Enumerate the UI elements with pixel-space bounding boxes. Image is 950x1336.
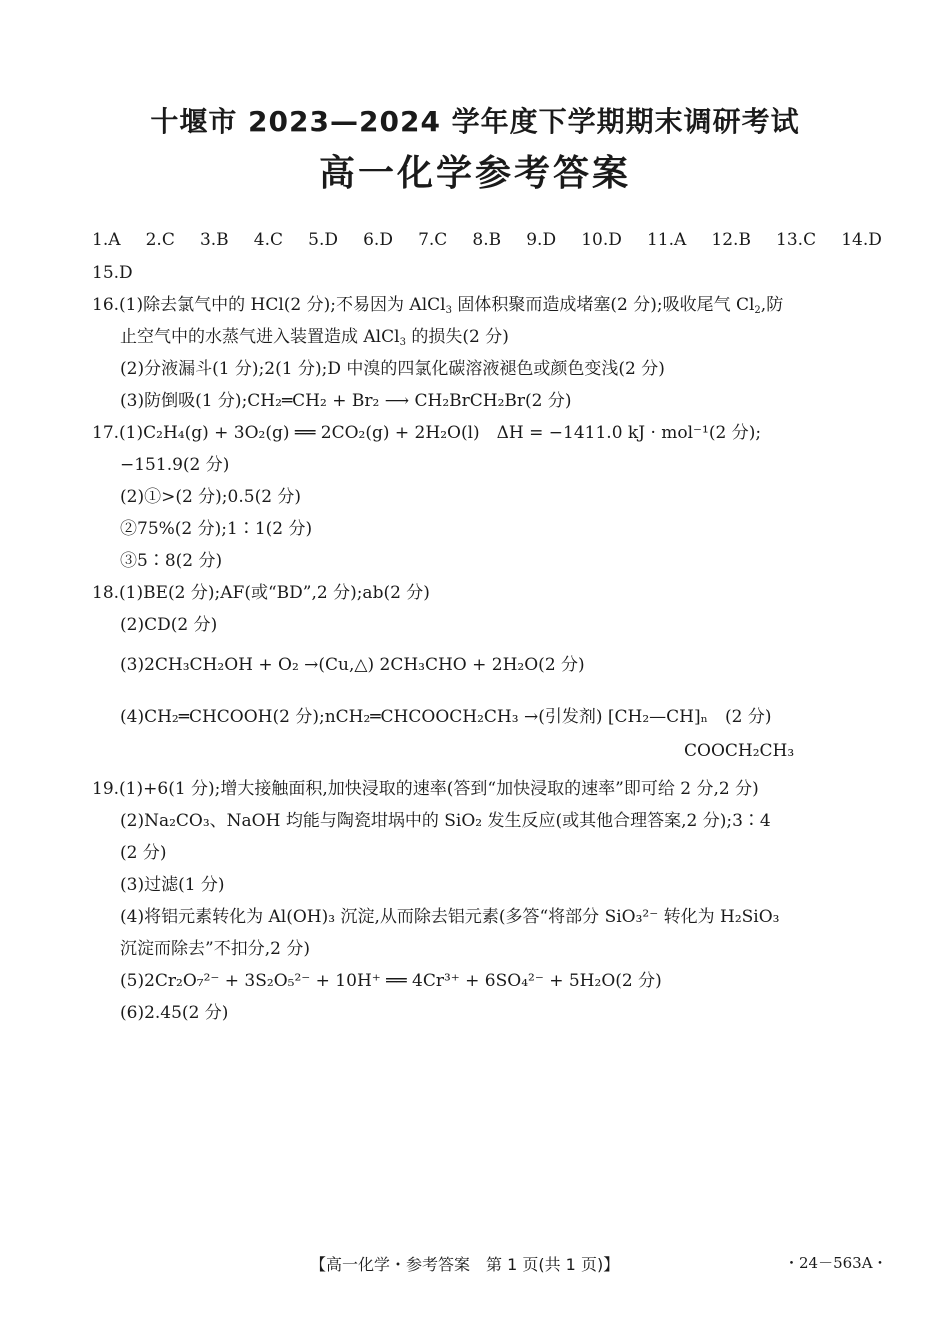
q16-part3: (3)防倒吸(1 分);CH₂═CH₂ + Br₂ ⟶ CH₂BrCH₂Br(2 分) bbox=[120, 391, 572, 411]
mcq-answer: 2.C bbox=[145, 230, 175, 250]
mcq-answer: 14.D bbox=[841, 230, 882, 250]
q19-part5: (5)2Cr₂O₇²⁻ + 3S₂O₅²⁻ + 10H⁺ ══ 4Cr³⁺ + 6SO₄²⁻ + 5H₂O(2 分) bbox=[120, 971, 662, 991]
q19-part4-cont: 沉淀而除去”不扣分,2 分) bbox=[120, 939, 310, 959]
q19-part2-cont: (2 分) bbox=[120, 843, 167, 863]
q18-part1: 18.(1)BE(2 分);AF(或“BD”,2 分);ab(2 分) bbox=[92, 583, 430, 603]
q16-part2: (2)分液漏斗(1 分);2(1 分);D 中溴的四氯化碳溶液褪色或颜色变浅(2 分) bbox=[120, 359, 665, 379]
mcq-answer: 4.C bbox=[253, 230, 284, 250]
mcq-answer: 13.C bbox=[776, 230, 817, 250]
mcq-answer: 1.A bbox=[92, 230, 121, 250]
q17-part2: (2)①>(2 分);0.5(2 分) bbox=[120, 487, 302, 507]
q18-part4: (4)CH₂═CHCOOH(2 分);nCH₂═CHCOOCH₂CH₃ →(引发剂) [CH₂—CH]ₙ (2 分) bbox=[120, 707, 772, 727]
q18-part3: (3)2CH₃CH₂OH + O₂ →(Cu,△) 2CH₃CHO + 2H₂O(2 分) bbox=[120, 655, 585, 675]
q16-part1-line2: 止空气中的水蒸气进入装置造成 AlCl$_3$ 的损失(2 分) bbox=[120, 327, 509, 348]
mcq-answer: 6.D bbox=[363, 230, 393, 250]
q19-part4: (4)将铝元素转化为 Al(OH)₃ 沉淀,从而除去铝元素(多答“将部分 SiO₃²⁻ 转化为 H₂SiO₃ bbox=[120, 907, 780, 927]
q19-part2: (2)Na₂CO₃、NaOH 均能与陶瓷坩埚中的 SiO₂ 发生反应(或其他合理答案,2 分);3∶4 bbox=[120, 811, 771, 831]
mcq-answer: 10.D bbox=[581, 230, 622, 250]
mcq-answer: 7.C bbox=[418, 230, 448, 250]
document-code: ・24－563A・ bbox=[784, 1254, 888, 1272]
q18-part2: (2)CD(2 分) bbox=[120, 615, 218, 635]
q17-part2-sub2: ②75%(2 分);1∶1(2 分) bbox=[120, 519, 313, 539]
mcq-answer: 12.B bbox=[711, 230, 751, 250]
q17-part1-cont: −151.9(2 分) bbox=[120, 455, 230, 475]
mcq-answer: 11.A bbox=[646, 230, 687, 250]
mcq-answer: 3.B bbox=[199, 230, 229, 250]
q18-number: 18. bbox=[92, 583, 120, 603]
mcq-answers bbox=[92, 230, 882, 250]
q19-part3: (3)过滤(1 分) bbox=[120, 875, 225, 895]
mcq-answer: 8.B bbox=[472, 230, 502, 250]
q17-part2-sub3: ③5∶8(2 分) bbox=[120, 551, 223, 571]
q18-polymer-side-chain: COOCH₂CH₃ bbox=[684, 741, 795, 761]
mcq-answer-15: 15.D bbox=[92, 263, 133, 283]
exam-title: 十堰市 2023—2024 学年度下学期期末调研考试 bbox=[150, 105, 800, 138]
q19-part1: 19.(1)+6(1 分);增大接触面积,加快浸取的速率(答到“加快浸取的速率”即可给 2 分,2 分) bbox=[92, 779, 759, 799]
mcq-answer: 5.D bbox=[308, 230, 338, 250]
q16-number: 16. bbox=[92, 295, 120, 315]
mcq-answer: 9.D bbox=[526, 230, 557, 250]
q17-number: 17. bbox=[92, 423, 120, 443]
answer-key-title: 高一化学参考答案 bbox=[318, 153, 631, 194]
q17-part1: 17.(1)C₂H₄(g) + 3O₂(g) ══ 2CO₂(g) + 2H₂O(l) ΔH = −1411.0 kJ · mol⁻¹(2 分); bbox=[92, 423, 762, 443]
q19-number: 19. bbox=[92, 779, 120, 799]
page-footer: 【高一化学・参考答案 第 1 页(共 1 页)】 bbox=[310, 1255, 620, 1274]
q16-part1-line1: 16.(1)除去氯气中的 HCl(2 分);不易因为 AlCl$_3$ 固体积聚而造成堵塞(2 分);吸收尾气 $Cl_2$,防 bbox=[92, 295, 784, 316]
q19-part6: (6)2.45(2 分) bbox=[120, 1003, 229, 1023]
